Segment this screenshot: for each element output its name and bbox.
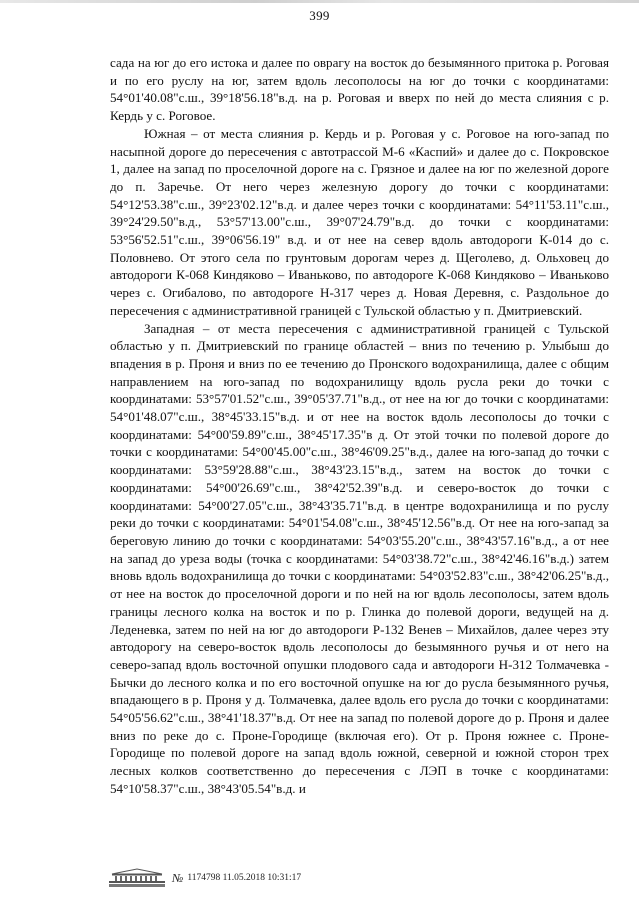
scan-top-edge (0, 0, 639, 3)
paragraph-west-boundary: Западная – от места пересечения с административной границей с Тульской областью у п. Дмитриевский по границе областей – вниз по течению р. Улыбыш до впадения в р. Проня и вниз по ее течению до Пронского водохранилища, далее с общим направлением на юго-запад по водохранилищу вдоль русла реки до точки с координатами: 53°57'01.52"с.ш., 39°05'37.71"в.д., от нее на юг до точки с координатами: 54°01'48.07"с.ш., 38°45'33.15"в.д. и от нее на восток вдоль лесополосы до точки с координатами: 54°00'59.89"с.ш., 38°45'17.35"в д. От этой точки по полевой дороге до точки с координатами: 54°00'45.00"с.ш., 38°46'09.25"в.д., далее на юго-запад до точки с координатами: 53°59'28.88"с.ш., 38°43'23.15"в.д., затем на восток до точки с координатами: 54°00'26.69"с.ш., 38°42'52.39"в.д. и северо-восток до точки с координатами: 54°00'27.05"с.ш., 38°43'35.71"в.д. в центре водохранилища и по руслу реки до точки с координатами: 54°01'54.08"с.ш., 38°45'12.56"в.д. От нее на юго-запад за береговую линию до точки с координатами: 54°03'55.20"с.ш., 38°43'57.16"в.д., а от нее на запад до уреза воды (точка с координатами: 54°03'38.72"с.ш., 38°42'46.16"в.д.) затем вновь вдоль водохранилища до точки с координатами: 54°03'52.83"с.ш., 38°42'06.25"в.д., от нее на восток до проселочной дороги и по ней на юг вдоль лесополосы, затем вдоль границы лесного колка на восток и по р. Глинка до полевой дороги, ведущей на д. Леденевка, затем по ней на юг до автодороги Р-132 Венев – Михайлов, далее через эту автодорогу на северо-восток вдоль лесополосы до безымянного ручья и от него на северо-запад вдоль восточной опушки плодового сада и автодороги Н-312 Толмачевка - Бычки до лесного колка и по его восточной опушке на юг до русла безымянного ручья, впадающего в р. Проня у д. Толмачевка, далее вдоль его русла до точки с координатами: 54°05'56.62"с.ш., 38°41'18.37"в.д. От нее на запад по полевой дороге до р. Проня и далее вниз по реке до с. Проне-Городище (включая его). От р. Проня южнее с. Проне-Городище по полевой дороге на запад вдоль южной, северной и южной сторон трех лесных колков соответственно до пересечения с ЛЭП в точке с координатами: 54°10'58.37"с.ш., 38°43'05.54"в.д. и (110, 320, 609, 796)
document-body (110, 54, 609, 798)
page-number: 399 (309, 8, 330, 23)
paragraph-south-boundary: Южная – от места слияния р. Кердь и р. Роговая у с. Роговое на юго-запад по насыпной дороге до пересечения с автотрассой М-6 «Каспий» и далее до с. Покровское 1, далее на запад по проселочной дороге на с. Грязное и далее на юг по железной дороге до п. Заречье. От него через железную дорогу до точки с координатами: 54°12'53.38"с.ш., 39°23'02.12"в.д. и далее через точки с координатами: 54°11'53.11"с.ш., 39°24'29.50"в.д., 53°57'13.00"с.ш., 39°07'24.79"в.д. до точки с координатами: 53°56'52.51"с.ш., 39°06'56.19" в.д. и от нее на север вдоль автодороги К-014 до с. Половнево. От этого села по грунтовым дорогам через д. Щеголево, д. Ольховец до автодороги К-068 Киндяково – Иваньково, по автодороге К-068 Киндяково – Иваньково через с. Огибалово, по автодороге Н-317 через д. Новая Деревня, с. Раздольное до пересечения с административной границей с Тульской областью у п. Дмитриевский. (110, 125, 609, 318)
document-footer (108, 867, 301, 889)
paragraph-1: сада на юг до его истока и далее по оврагу на восток до безымянного притока р. Роговая и по его руслу на юг, затем вдоль лесополосы на юг до точки с координатами: 54°01'40.08"с.ш., 39°18'56.18"в.д. на р. Роговая и вверх по ней до места слияния с р. Кердь у с. Роговое. (110, 55, 609, 124)
number-sign: № (172, 870, 184, 885)
registration-stamp: 1174798 11.05.2018 10:31:17 (187, 873, 302, 883)
government-building-logo-icon (108, 868, 166, 888)
